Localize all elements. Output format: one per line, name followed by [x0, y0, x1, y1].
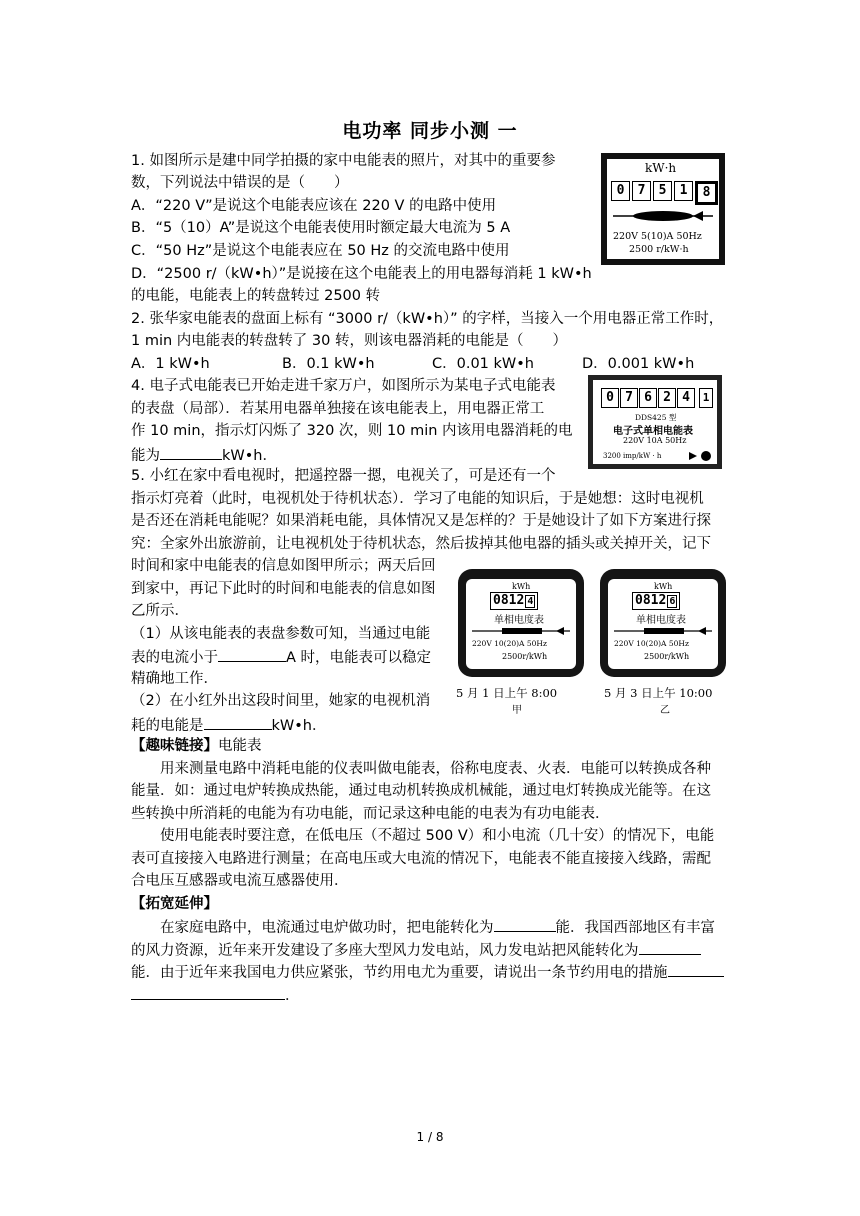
q5-sub1: 精确地工作． — [131, 671, 218, 687]
meter-rate: 2500 r/kW·h — [629, 244, 689, 255]
q5-sub1: （1）从该电能表的表盘参数可知，当通过电能 — [131, 626, 431, 642]
meter-jia — [458, 569, 584, 677]
caption-jia-label: 甲 — [512, 705, 522, 716]
meter-digit: 1 — [674, 181, 693, 201]
answer-blank[interactable] — [639, 939, 701, 955]
q5-text: kW•h． — [271, 718, 327, 734]
meter-unit: kWh — [654, 582, 673, 591]
q2-line: 1 min 内电能表的转盘转了 30 转，则该电器消耗的电能是（ ） — [131, 333, 567, 349]
q5-line: 究：全家外出旅游前，让电视机处于待机状态，然后拔掉其他电器的插头或关掉开关，记下 — [131, 536, 711, 552]
ext-line — [131, 984, 300, 1006]
meter-digit: 4 — [527, 596, 534, 607]
q5-line: 指示灯亮着（此时，电视机处于待机状态）．学习了电能的知识后，于是她想：这时电视机 — [131, 491, 704, 507]
q2-option-a: A．1 kW•h — [131, 356, 210, 372]
meter-rate: 2500r/kWh — [644, 652, 690, 661]
caption-jia-time: 5 月 1 日上午 8:00 — [456, 686, 558, 700]
q5-line: 乙所示． — [131, 603, 189, 619]
ext-text: ． — [285, 988, 300, 1004]
meter-reading — [632, 592, 680, 610]
answer-blank[interactable] — [160, 444, 222, 460]
fun-heading — [131, 736, 262, 756]
q5-line: 5. 小红在家中看电视时，把遥控器一摁，电视关了，可是还有一个 — [131, 468, 556, 484]
meter-digits: 0812 — [493, 593, 525, 608]
q5-text: 耗的电能是 — [131, 718, 204, 734]
meter-disc-icon — [614, 625, 712, 637]
q2-option-c: C．0.01 kW•h — [432, 356, 534, 372]
meter-imp: 3200 imp/kW · h — [603, 452, 662, 460]
q5-line: 是否还在消耗电能呢？如果消耗电能，具体情况又是怎样的？于是她设计了如下方案进行探 — [131, 513, 711, 529]
page-number: 1 / 8 — [416, 1130, 444, 1144]
meter-photo-1 — [601, 153, 725, 265]
q4-line: 的表盘（局部）．若某用电器单独接在该电能表上，用电器正常工 — [131, 401, 545, 417]
q2-option-d: D．0.001 kW•h — [582, 356, 695, 372]
q1-option-d-cont: 的电能，电能表上的转盘转过 2500 转 — [131, 288, 381, 304]
meter-digit: 4 — [677, 388, 695, 408]
ext-text: 在家庭电路中，电流通过电炉做功时，把电能转化为 — [160, 920, 494, 936]
meter-digit: 0 — [601, 388, 619, 408]
fun-paragraph: 些转换中所消耗的电能为有功电能，而记录这种电能的电表为有功电能表． — [131, 806, 610, 822]
answer-blank[interactable] — [204, 714, 272, 730]
q1-line: 数，下列说法中错误的是（ ） — [131, 175, 349, 191]
meter-digit: 6 — [669, 596, 676, 607]
meter-digits — [611, 181, 718, 205]
meter-digit: 7 — [632, 181, 651, 201]
ext-line — [131, 961, 724, 983]
meter-name: 电子式单相电能表 — [613, 426, 693, 437]
meter-digit: 5 — [653, 181, 672, 201]
meter-spec: 220V 10(20)A 50Hz — [472, 639, 547, 648]
ext-line — [160, 916, 715, 938]
q4-line: 作 10 min，指示灯闪烁了 320 次，则 10 min 内该用电器消耗的电 — [131, 423, 573, 439]
meter-unit: kW·h — [645, 161, 677, 175]
q5-line: 到家中，再记下此时的时间和电能表的信息如图 — [131, 581, 436, 597]
meter-disc-icon — [472, 625, 570, 637]
fun-paragraph: 用来测量电路中消耗电能的仪表叫做电能表，俗称电度表、火表．电能可以转换成各种 — [160, 761, 711, 777]
meter-spec: 220V 10(20)A 50Hz — [614, 639, 689, 648]
fun-paragraph: 使用电能表时要注意，在低电压（不超过 500 V）和小电流（几十安）的情况下，电能 — [160, 828, 715, 844]
meter-spec: 220V 10A 50Hz — [623, 436, 687, 445]
ext-line — [131, 939, 701, 961]
meter-digit: 0 — [611, 181, 630, 201]
q4-line: 4. 电子式电能表已开始走进千家万户，如图所示为某电子式电能表 — [131, 378, 556, 394]
q5-text: 表的电流小于 — [131, 650, 218, 666]
fun-paragraph: 表可直接接入电路进行测量；在高电压或大电流的情况下，电能表不能直接接入线路，需配 — [131, 851, 711, 867]
meter-name: 单相电度表 — [494, 615, 544, 626]
ext-text: 能．由于近年来我国电力供应紧张，节约用电尤为重要，请说出一条节约用电的措施 — [131, 965, 668, 981]
q2-option-b: B．0.1 kW•h — [282, 356, 375, 372]
section-heading-tail: 电能表 — [218, 738, 262, 754]
q5-sub2 — [131, 714, 326, 736]
meter-name: 单相电度表 — [636, 615, 686, 626]
ext-text: 能．我国西部地区有丰富 — [555, 920, 715, 936]
answer-blank[interactable] — [494, 916, 556, 932]
q1-option-a: A．“220 V”是说这个电能表应该在 220 V 的电路中使用 — [131, 198, 497, 214]
meter-digits: 0812 — [635, 593, 667, 608]
meter-digit: 6 — [639, 388, 657, 408]
meter-model: DDS425 型 — [635, 413, 677, 422]
q5-sub2: （2）在小红外出这段时间里，她家的电视机消 — [131, 693, 431, 709]
meter-digit: 7 — [620, 388, 638, 408]
q5-line: 时间和家中电能表的信息如图甲所示；两天后回 — [131, 558, 436, 574]
section-heading: 【趣味链接】 — [131, 738, 218, 754]
meter-digits — [601, 388, 713, 408]
q1-option-c: C．“50 Hz”是说这个电能表应在 50 Hz 的交流电路中使用 — [131, 243, 510, 259]
q2-line: 2. 张华家电能表的盘面上标有 “3000 r/（kW•h）” 的字样，当接入一个用电器正常工作时， — [131, 311, 724, 327]
q1-option-d: D．“2500 r/（kW•h）”是说接在这个电能表上的用电器每消耗 1 kW•h — [131, 266, 592, 282]
meter-disc-icon — [613, 205, 713, 227]
meter-digit: 1 — [699, 388, 713, 408]
q4-text: kW•h． — [222, 448, 277, 464]
ext-heading: 【拓宽延伸】 — [131, 896, 218, 912]
page-title: 电功率 同步小测 一 — [342, 120, 518, 142]
ext-text: 的风力资源，近年来开发建设了多座大型风力发电站，风力发电站把风能转化为 — [131, 943, 639, 959]
q4-line — [131, 444, 277, 466]
meter-yi — [600, 569, 726, 677]
meter-digit: 2 — [658, 388, 676, 408]
answer-blank[interactable] — [131, 984, 285, 1000]
meter-rate: 2500r/kWh — [502, 652, 548, 661]
meter-digit: 8 — [695, 181, 718, 205]
indicator-lamp-icon — [689, 450, 713, 462]
answer-blank[interactable] — [668, 961, 724, 977]
q1-option-b: B．“5（10）A”是说这个电能表使用时额定最大电流为 5 A — [131, 220, 511, 236]
fun-paragraph: 合电压互感器或电流互感器使用． — [131, 873, 349, 889]
meter-reading — [490, 592, 538, 610]
answer-blank[interactable] — [218, 646, 286, 662]
caption-yi-label: 乙 — [660, 705, 670, 716]
caption-yi-time: 5 月 3 日上午 10:00 — [604, 686, 713, 700]
electronic-meter-photo — [588, 375, 722, 469]
meter-comparison-figure — [456, 569, 730, 716]
meter-spec: 220V 5(10)A 50Hz — [613, 231, 702, 242]
fun-paragraph: 能量．如：通过电炉转换成热能，通过电动机转换成机械能，通过电灯转换成光能等。在这 — [131, 783, 711, 799]
q4-text: 能为 — [131, 448, 160, 464]
meter-unit: kWh — [512, 582, 531, 591]
q5-sub1 — [131, 646, 431, 668]
q1-line: 1. 如图所示是建中同学拍摄的家中电能表的照片，对其中的重要参 — [131, 153, 556, 169]
q5-text: A 时，电能表可以稳定 — [286, 650, 432, 666]
